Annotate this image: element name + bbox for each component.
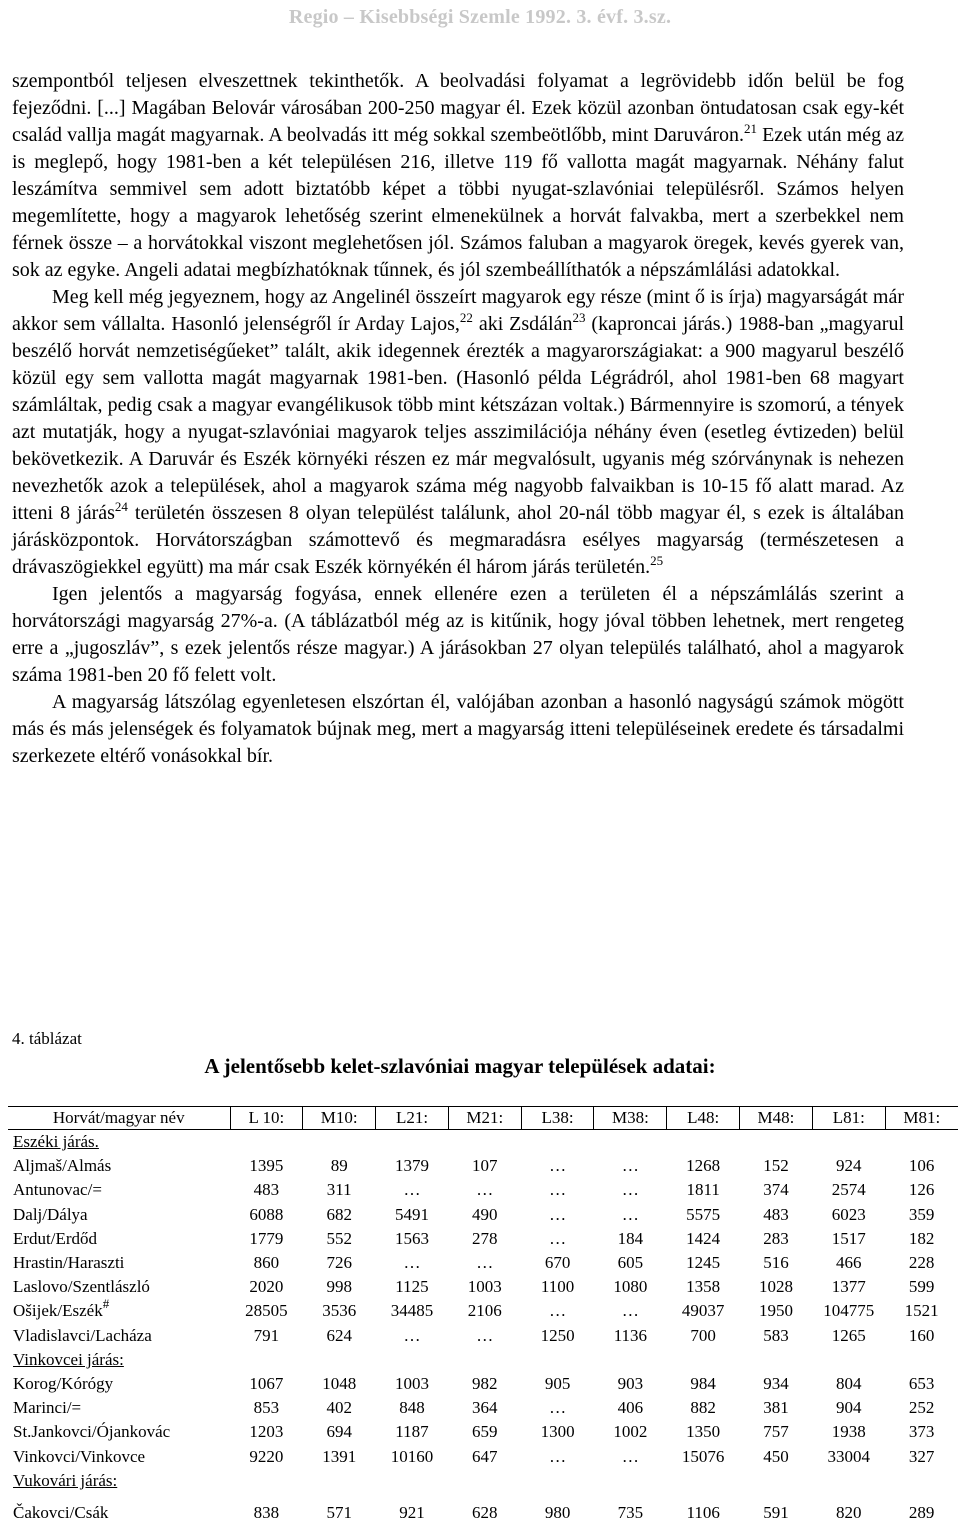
table-cell: 5491 — [394, 1204, 429, 1224]
table-row — [8, 1227, 958, 1251]
table-cell: 10160 — [390, 1446, 434, 1466]
text-run: szempontból teljesen elveszettnek tekinthetők. A beolvadási folyamat a legrövidebb időn belül be fog fejeződni. [...] Magában Belovár városában 200-250 magyar él. Ezek közül azonban öntudatosan csak egy-két család vallja magát magyarnak. A beolvadás itt még sokkal szembeötlőbb, mint Daruváron. — [12, 70, 904, 146]
table-cell: 289 — [908, 1502, 935, 1522]
settlement-name-cell — [8, 1444, 230, 1468]
table-cell: 28505 — [245, 1301, 288, 1321]
table-cell: … — [549, 1180, 567, 1200]
table-cell: 1391 — [322, 1446, 357, 1466]
table-cell: 1938 — [831, 1422, 866, 1442]
table-cell: 374 — [763, 1180, 789, 1200]
table-row — [8, 1154, 958, 1178]
table-title: A jelentősebb kelet-szlavóniai magyar települések adatai: — [204, 1054, 716, 1078]
text-run: Ezek után még az is meglepő, hogy 1981-ben a két településen 216, illetve 119 fő vallotta magát magyarnak. Néhány falut leszámítva semmivel sem adott biztatóbb képet a többi nyugat-szlavóniai településről. Számos helyen megemlítette, hogy a magyarok lehetőség szerint elmenekülnek a horvát falvakba, mert a szerbekkel nem férnek össze – a horvátokkal viszont meglehetősen jól. Számos faluban a magyarok öregek, kevés gyerek van, sok az egyke. Angeli adatai megbízhatóknak tűnnek, és jól szembeállíthatók a népszámlálási adatokkal. — [12, 124, 904, 281]
table-cell: 1028 — [758, 1277, 793, 1297]
paragraph-1 — [12, 68, 904, 284]
table-cell: 984 — [690, 1373, 716, 1393]
table-cell: 1517 — [831, 1228, 866, 1248]
table-cell: 804 — [836, 1373, 862, 1393]
table-row — [8, 1420, 958, 1444]
table-cell: … — [403, 1253, 421, 1273]
settlement-name-cell — [8, 1396, 230, 1420]
table-cell: 1779 — [249, 1228, 284, 1248]
table-cell: 571 — [326, 1502, 352, 1522]
table-cell: 402 — [326, 1398, 352, 1418]
table-cell: 1265 — [831, 1325, 866, 1345]
settlement-note-mark: # — [102, 1296, 110, 1312]
table-cell: 152 — [763, 1156, 789, 1176]
settlement-name-cell — [8, 1324, 230, 1348]
table-cell: … — [549, 1228, 567, 1248]
column-header: M38: — [594, 1107, 667, 1130]
table-cell: … — [621, 1156, 639, 1176]
table-cell: 1003 — [467, 1277, 502, 1297]
table-cell: 311 — [326, 1180, 352, 1200]
table-cell: 647 — [472, 1446, 498, 1466]
settlement-name-cell — [8, 1420, 230, 1444]
settlement-name: Korog/Kórógy — [13, 1373, 114, 1393]
column-header: L81: — [812, 1107, 885, 1130]
settlement-name-cell — [8, 1275, 230, 1299]
column-header: M10: — [303, 1107, 376, 1130]
table-cell: 998 — [326, 1277, 352, 1297]
table-row — [8, 1203, 958, 1227]
table-cell: 735 — [617, 1502, 644, 1522]
table-cell: 670 — [544, 1253, 571, 1273]
table-cell: 552 — [326, 1228, 352, 1248]
table-cell: 1136 — [613, 1325, 648, 1345]
table-cell: 381 — [763, 1398, 789, 1418]
table-cell: 624 — [326, 1325, 352, 1345]
table-cell: 980 — [544, 1502, 571, 1522]
table-cell: 327 — [908, 1446, 935, 1466]
body-text — [12, 68, 904, 770]
table-cell: 1187 — [395, 1422, 429, 1442]
table-cell: 483 — [763, 1204, 789, 1224]
settlement-name: Aljmaš/Almás — [13, 1156, 112, 1176]
column-header: M21: — [448, 1107, 521, 1130]
table-row — [8, 1372, 958, 1396]
table-cell: 653 — [908, 1373, 935, 1393]
table-cell: … — [403, 1325, 421, 1345]
text-run: Meg kell még jegyeznem, hogy az Angelinél összeírt magyarok egy része (mint ő is írja) magyarságát már akkor sem vállalta. Hasonló jelenségről ír Arday Lajos, — [12, 286, 904, 335]
table-cell: … — [549, 1156, 567, 1176]
table-cell: 278 — [472, 1228, 498, 1248]
table-cell: 1106 — [686, 1502, 720, 1522]
table-cell: 6088 — [249, 1204, 284, 1224]
settlement-name-cell — [8, 1227, 230, 1251]
settlement-name: Marinci/= — [13, 1398, 82, 1418]
settlement-name: Dalj/Dálya — [13, 1204, 88, 1224]
column-header: M81: — [885, 1107, 958, 1130]
footnote-ref-22[interactable]: 22 — [459, 310, 473, 325]
footnote-ref-21[interactable]: 21 — [744, 121, 757, 136]
table-cell: 1100 — [540, 1277, 575, 1297]
settlement-name: St.Jankovci/Ójankovác — [13, 1422, 171, 1442]
settlements-table — [8, 1106, 958, 1525]
settlement-name: Vladislavci/Lacháza — [13, 1325, 152, 1345]
column-header: L21: — [376, 1107, 449, 1130]
table-row — [8, 1275, 958, 1299]
table-cell: … — [403, 1180, 421, 1200]
table-row — [8, 1396, 958, 1420]
running-header: Regio – Kisebbségi Szemle 1992. 3. évf. 3.sz. — [288, 6, 672, 28]
table-cell: … — [621, 1180, 639, 1200]
table-cell: 104775 — [823, 1301, 875, 1321]
table-cell: 838 — [253, 1502, 280, 1522]
table-cell: … — [476, 1180, 494, 1200]
text-run: (kaproncai járás.) 1988-ban „magyarul beszélő horvát nemzetiségűeket” talált, akik idegennek érezték a magyarországiakat: a 900 magyarul beszélő közül egy sem vallotta magát magyarnak 1981-ben. (Hasonló példa Légrádról, ahol 1981-ben 68 magyart számláltak, pedig csak a magyar evangélikusok több mint kétszázan voltak.) Bármennyire is szomorú, a tények azt mutatják, hogy a nyugat-szlavóniai magyarok teljes asszimilációja néhány éven (esetleg évtizeden) belül bekövetkezik. A Daruvár és Eszék környéki részen ez már megvalósult, ugyanis még szórványnak is nehezen nevezhetők azok a települések, ahol a magyarok száma még nagyobb falvaikban is 10-15 fő alatt marad. Az itteni 8 járás — [12, 313, 905, 524]
table-row — [8, 1493, 958, 1525]
settlement-name: Čakovci/Csák — [13, 1502, 109, 1522]
column-header: M48: — [740, 1107, 813, 1130]
table-cell: 1358 — [686, 1277, 721, 1297]
table-cell: … — [549, 1204, 567, 1224]
text-run: aki Zsdálán — [472, 313, 573, 335]
paragraph-2 — [12, 284, 904, 581]
table-cell: 1268 — [686, 1156, 721, 1176]
settlement-name-cell — [8, 1493, 230, 1525]
table-cell: 49037 — [681, 1301, 725, 1321]
table-cell: 9220 — [249, 1446, 284, 1466]
table-cell: 516 — [763, 1253, 789, 1273]
table-cell: 924 — [836, 1156, 862, 1176]
settlement-name: Antunovac/= — [13, 1180, 102, 1200]
table-cell: 726 — [326, 1253, 352, 1273]
table-cell: 1811 — [686, 1180, 720, 1200]
table-cell: 6023 — [831, 1204, 866, 1224]
table-cell: … — [549, 1301, 567, 1321]
table-cell: 904 — [836, 1398, 862, 1418]
table-cell: 921 — [399, 1502, 425, 1522]
settlement-name: Ošijek/Eszék — [13, 1301, 103, 1321]
table-cell: 882 — [690, 1398, 716, 1418]
table-group-row — [8, 1130, 958, 1155]
table-cell: 184 — [617, 1228, 644, 1248]
table-cell: 1395 — [249, 1156, 284, 1176]
table-cell: 182 — [908, 1228, 935, 1248]
table-cell: 1080 — [613, 1277, 648, 1297]
table-cell: 659 — [472, 1422, 498, 1442]
table-cell: 1067 — [249, 1373, 284, 1393]
table-cell: 583 — [763, 1325, 789, 1345]
table-caption: 4. táblázat — [12, 1029, 82, 1048]
table-cell: 1125 — [395, 1277, 429, 1297]
table-cell: 228 — [908, 1253, 935, 1273]
table-cell: 905 — [544, 1373, 571, 1393]
table-header-row — [8, 1107, 958, 1130]
table-row — [8, 1178, 958, 1202]
table-row — [8, 1251, 958, 1275]
table-body — [8, 1130, 958, 1525]
table-cell: 605 — [617, 1253, 644, 1273]
table-cell: 490 — [472, 1204, 498, 1224]
table-cell: 628 — [472, 1502, 498, 1522]
table-cell: 1950 — [758, 1301, 793, 1321]
table-cell: 1203 — [249, 1422, 284, 1442]
settlement-name: Hrastin/Haraszti — [13, 1253, 125, 1273]
settlement-name-cell — [8, 1251, 230, 1275]
table-cell: 2574 — [831, 1180, 866, 1200]
table-cell: 1003 — [394, 1373, 429, 1393]
table-cell: 3536 — [322, 1301, 357, 1321]
table-cell: 1300 — [540, 1422, 575, 1442]
district-label: Vukovári járás: — [13, 1470, 118, 1490]
table-cell: 106 — [908, 1156, 935, 1176]
table-cell: 982 — [472, 1373, 498, 1393]
table-cell: 1048 — [322, 1373, 357, 1393]
table-cell: 406 — [617, 1398, 644, 1418]
table-cell: 1245 — [686, 1253, 721, 1273]
settlement-name: Erdut/Erdőd — [13, 1228, 98, 1248]
table-cell: 359 — [908, 1204, 935, 1224]
table-cell: … — [549, 1446, 567, 1466]
table-cell: 1424 — [686, 1228, 721, 1248]
table-cell: 89 — [330, 1156, 348, 1176]
table-cell: 853 — [253, 1398, 280, 1418]
column-header-name: Horvát/magyar név — [8, 1107, 230, 1130]
table-cell: … — [621, 1204, 639, 1224]
table-cell: 1350 — [686, 1422, 721, 1442]
settlement-name: Laslovo/Szentlászló — [13, 1277, 150, 1297]
table-cell: 2020 — [249, 1277, 284, 1297]
table-cell: 34485 — [390, 1301, 434, 1321]
settlement-name-cell — [8, 1178, 230, 1202]
table-cell: 1002 — [613, 1422, 648, 1442]
table-cell: 1379 — [394, 1156, 429, 1176]
table-row — [8, 1299, 958, 1323]
table-cell: 283 — [763, 1228, 789, 1248]
table-cell: 820 — [836, 1502, 862, 1522]
table-cell: 466 — [836, 1253, 862, 1273]
paragraph-4: A magyarság látszólag egyenletesen elszórtan él, valójában azonban a hasonló nagyságú számok mögött más és más jelenségek és folyamatok bújnak meg, mert a magyarság itteni településeinek eredete és társadalmi szerkezete eltérő vonásokkal bír. — [12, 691, 904, 767]
table-cell: 1377 — [831, 1277, 866, 1297]
text-run: területén összesen 8 olyan települést találunk, ahol 20-nál több magyar él, s ezek is általában járásközpontok. Horvátországban számottevő és megmaradásra esélyes magyarság (természetesen a drávaszögiekkel együtt) ma már csak Eszék környékén él három járás területén. — [12, 502, 904, 578]
table-group-row — [8, 1348, 958, 1372]
table-cell: 252 — [908, 1398, 935, 1418]
table-cell: 15076 — [681, 1446, 725, 1466]
table-cell: … — [476, 1325, 494, 1345]
settlement-name-cell — [8, 1296, 230, 1323]
paragraph-3: Igen jelentős a magyarság fogyása, ennek ellenére ezen a területen él a népszámlálás szerint a horvátországi magyarság 27%-a. (A táblázatból még az is kitűnik, hogy jóval többen lehetnek, mert rengeteg erre a „jugoszláv”, s ezek jelentős része magyar.) A járásokban 27 olyan település található, ahol a magyarok száma 1981-ben 20 fő felett volt. — [12, 583, 904, 686]
settlement-name: Vinkovci/Vinkovce — [13, 1446, 146, 1466]
table-cell: 33004 — [827, 1446, 871, 1466]
table-cell: 934 — [763, 1373, 789, 1393]
district-label: Eszéki járás. — [13, 1132, 99, 1152]
table-cell: 160 — [908, 1325, 935, 1345]
column-header: L 10: — [230, 1107, 303, 1130]
settlement-name-cell — [8, 1154, 230, 1178]
table-cell: 791 — [253, 1325, 280, 1345]
table-cell: 700 — [690, 1325, 716, 1345]
table-cell: 1250 — [540, 1325, 575, 1345]
table-cell: 1563 — [394, 1228, 429, 1248]
table-cell: 1521 — [904, 1301, 939, 1321]
table-cell: 373 — [908, 1422, 935, 1442]
district-label: Vinkovcei járás: — [13, 1349, 124, 1369]
table-cell: … — [621, 1301, 639, 1321]
table-cell: 5575 — [686, 1204, 721, 1224]
table-cell: … — [549, 1398, 567, 1418]
table-cell: 364 — [472, 1398, 498, 1418]
table-cell: … — [476, 1253, 494, 1273]
table-cell: 126 — [908, 1180, 935, 1200]
table-cell: 591 — [763, 1502, 789, 1522]
table-cell: 599 — [908, 1277, 935, 1297]
footnote-ref-25[interactable]: 25 — [650, 553, 664, 568]
table-cell: 694 — [326, 1422, 352, 1442]
table-cell: 903 — [617, 1373, 644, 1393]
footnote-ref-23[interactable]: 23 — [572, 310, 586, 325]
table-cell: 107 — [472, 1156, 498, 1176]
settlement-name-cell — [8, 1203, 230, 1227]
table-group-row — [8, 1469, 958, 1493]
table-cell: 848 — [399, 1398, 425, 1418]
settlement-name-cell — [8, 1372, 230, 1396]
table-row — [8, 1444, 958, 1468]
table-cell: 682 — [326, 1204, 352, 1224]
column-header: L48: — [667, 1107, 740, 1130]
table-row — [8, 1324, 958, 1348]
table-cell: 483 — [253, 1180, 280, 1200]
table-cell: … — [621, 1446, 639, 1466]
footnote-ref-24[interactable]: 24 — [114, 499, 128, 514]
column-header: L38: — [521, 1107, 594, 1130]
table-cell: 757 — [763, 1422, 789, 1442]
table-cell: 450 — [763, 1446, 789, 1466]
table-cell: 860 — [253, 1253, 280, 1273]
table-cell: 2106 — [467, 1301, 502, 1321]
